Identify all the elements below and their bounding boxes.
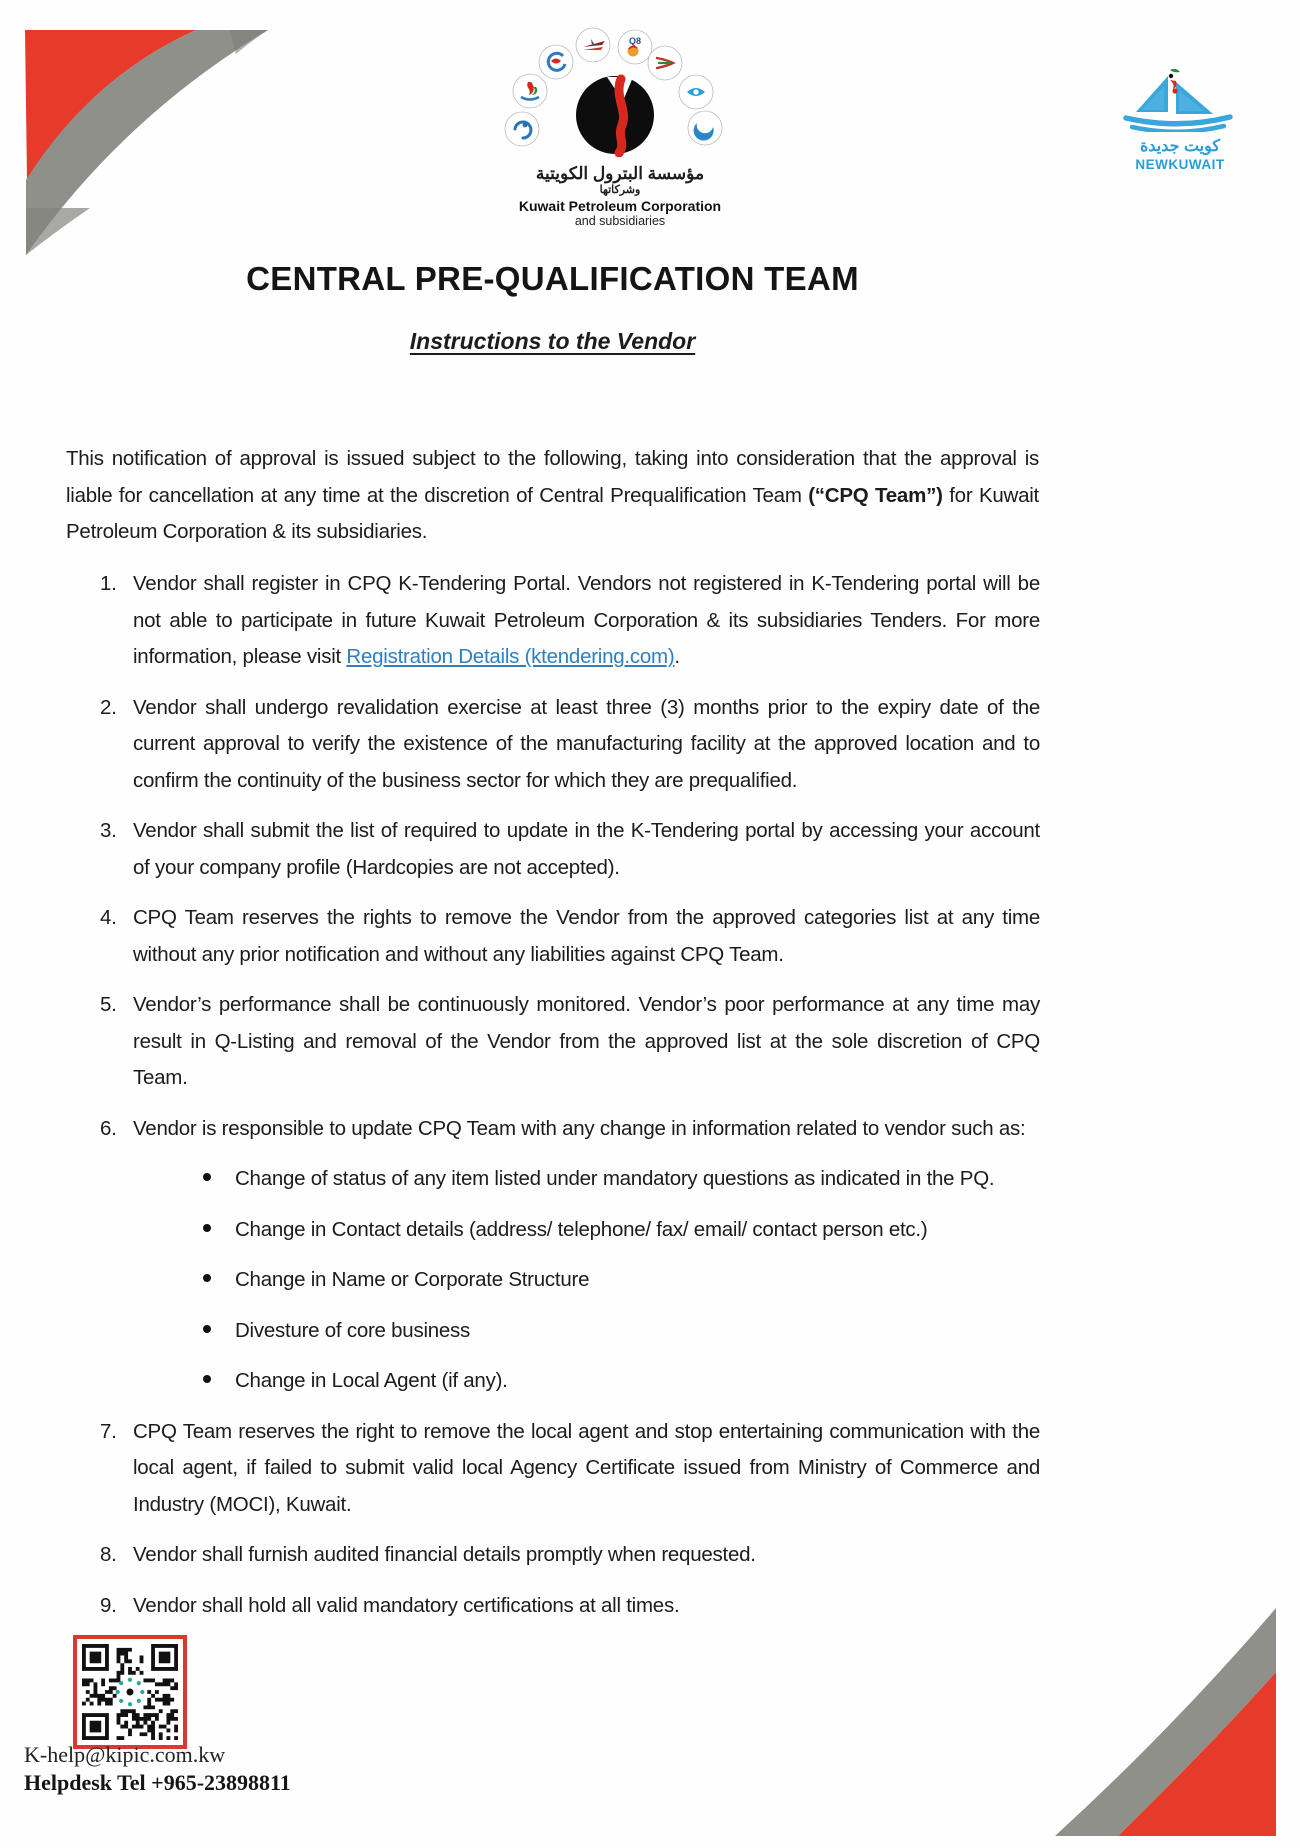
registration-details-link[interactable]: Registration Details (ktendering.com) [346, 645, 675, 668]
list-item-8: 8. Vendor shall furnish audited financial details promptly when requested. [100, 1537, 1040, 1574]
item-number: 8. [100, 1543, 117, 1566]
list-item-4: 4. CPQ Team reserves the rights to remove the Vendor from the approved categories list at any time without any prior notification and without any liabilities against CPQ Team. [100, 900, 1040, 973]
bullet-item: Change in Name or Corporate Structure [203, 1262, 1040, 1299]
page-title: CENTRAL PRE-QUALIFICATION TEAM [246, 260, 859, 297]
qr-code-svg [82, 1644, 178, 1740]
svg-text:Q8: Q8 [628, 36, 642, 46]
bullet-icon [203, 1224, 211, 1232]
item-number: 3. [100, 819, 117, 842]
list-item-7: 7. CPQ Team reserves the right to remove the local agent and stop entertaining communication with the local agent, if failed to submit valid local Agency Certificate issued from Ministry of Commerce and Industry (MOCI), Kuwait. [100, 1414, 1040, 1524]
bullet-icon [203, 1274, 211, 1282]
bullet-item: Change in Local Agent (if any). [203, 1363, 1040, 1400]
list-item-6: 6. Vendor is responsible to update CPQ Team with any change in information related to vendor such as: [100, 1111, 1040, 1148]
list-item-1: 1. Vendor shall register in CPQ K-Tendering Portal. Vendors not registered in K-Tendering portal will be not able to participate in future Kuwait Petroleum Corporation & its subsidiaries Tenders. For more information, please visit Registration Details (ktendering.com). [100, 566, 1040, 676]
kpc-logo [495, 25, 745, 229]
newkuwait-logo [1112, 60, 1248, 172]
helpdesk-phone: Helpdesk Tel +965-23898811 [24, 1770, 291, 1795]
kpc-english-name: Kuwait Petroleum Corporation [518, 198, 722, 215]
kpc-arabic-subsidiaries: وشركاتها [599, 183, 641, 196]
cpq-team-bold: (“CPQ Team”) [808, 483, 943, 507]
item-number: 6. [100, 1116, 117, 1140]
newkuwait-english-label: NEWKUWAIT [1135, 156, 1225, 172]
item-number: 7. [100, 1419, 117, 1443]
item-number: 5. [100, 993, 117, 1016]
item-number: 4. [100, 906, 117, 929]
list-item-9: 9. Vendor shall hold all valid mandatory certifications at all times. [100, 1588, 1040, 1625]
bullet-icon [203, 1325, 211, 1333]
corner-decoration-top-left [0, 0, 290, 270]
item-6-sub-bullets [100, 1161, 1040, 1400]
corner-decoration-bottom-right [1050, 1586, 1300, 1848]
item-number: 1. [100, 572, 117, 595]
footer-contact [24, 1742, 291, 1796]
list-item-5: 5. Vendor’s performance shall be continuously monitored. Vendor’s poor performance at any time may result in Q-Listing and removal of the Vendor from the approved list at the sole discretion of CPQ Team. [100, 987, 1040, 1097]
kpc-logo-emblem [495, 25, 745, 157]
item-number: 2. [100, 695, 117, 719]
kpc-english-subsidiaries: and subsidiaries [574, 214, 666, 229]
newkuwait-arabic-label: كويت جديدة [1139, 138, 1220, 155]
page-subtitle: Instructions to the Vendor [409, 328, 696, 354]
bullet-icon [203, 1375, 211, 1383]
bullet-item: Change in Contact details (address/ telephone/ fax/ email/ contact person etc.) [203, 1212, 1040, 1249]
bullet-icon [203, 1173, 211, 1181]
list-item-2: 2. Vendor shall undergo revalidation exercise at least three (3) months prior to the expiry date of the current approval to verify the existence of the manufacturing facility at the approved location and to confirm the continuity of the business sector for which they are prequalified. [100, 690, 1040, 800]
instructions-list [100, 566, 1040, 1638]
qr-code [73, 1635, 187, 1749]
bullet-item: Divesture of core business [203, 1313, 1040, 1350]
intro-paragraph: This notification of approval is issued subject to the following, taking into consideration that the approval is liable for cancellation at any time at the discretion of Central Prequalification Team (“CPQ Team”) for Kuwait Petroleum Corporation & its subsidiaries. [66, 447, 1039, 543]
helpdesk-email: K-help@kipic.com.kw [24, 1742, 226, 1767]
bullet-item: Change of status of any item listed under mandatory questions as indicated in the PQ. [203, 1161, 1040, 1198]
list-item-3: 3. Vendor shall submit the list of required to update in the K-Tendering portal by accessing your account of your company profile (Hardcopies are not accepted). [100, 813, 1040, 886]
newkuwait-dhow-icon [1112, 60, 1248, 132]
kpc-arabic-name: مؤسسة البترول الكويتية [535, 164, 705, 183]
item-number: 9. [100, 1593, 117, 1617]
